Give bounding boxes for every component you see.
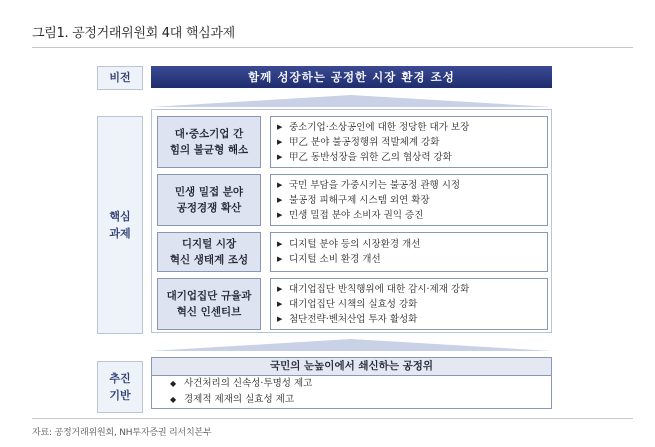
task-item-text: 국민 부담을 가중시키는 불공정 관행 시정 [289,179,461,191]
list-item [277,120,541,135]
task-heading-line1: 대기업집단 규율과 [166,289,252,302]
triangle-right-icon: ▶ [277,255,283,263]
task-heading [157,116,261,168]
task-item-text: 중소기업·소상공인에 대한 정당한 대가 보장 [289,121,470,133]
task-items [270,116,548,168]
list-item [277,237,541,252]
task-heading-line1: 디지털 시장 [181,237,237,250]
up-arrow-band-upper [151,95,552,107]
task-heading-line1: 대·중소기업 간 [174,127,244,140]
triangle-right-icon: ▶ [277,284,283,293]
task-item-text: 첨단전략·벤처산업 투자 활성화 [289,313,418,325]
core-tasks-label [97,116,143,334]
task-heading [157,232,261,272]
figure-title: 그림1. 공정거래위원회 4대 핵심과제 [32,26,235,41]
vision-banner [151,66,552,88]
task-item-text: 대기업집단 시책의 실효성 강화 [289,298,418,310]
foundation-item-text: 경제적 제재의 실효성 제고 [184,394,295,405]
task-items [270,174,548,226]
foundation-label-line2: 기반 [109,389,131,402]
task-item-text: 甲乙 동반성장을 위한 乙의 협상력 강화 [289,151,452,163]
foundation-item-text: 사건처리의 신속성·투명성 제고 [184,378,313,389]
task-row-2 [157,174,548,226]
diamond-icon: ◆ [170,379,177,388]
task-heading [157,278,261,330]
vision-text: 함께 성장하는 공정한 시장 환경 조성 [248,70,455,84]
vision-label [97,66,143,90]
bottom-divider [32,418,633,419]
list-item [277,297,541,312]
task-item-text: 민생 밀접 분야 소비자 권익 증진 [289,209,424,221]
task-heading-line2: 혁신 생태계 조성 [169,254,249,266]
task-heading [157,174,261,226]
list-item [277,282,541,297]
task-row-4 [157,278,548,330]
list-item [152,392,551,408]
task-item-text: 불공정 피해구제 시스템 외연 확장 [289,194,430,206]
diamond-icon: ◆ [170,395,177,404]
triangle-right-icon: ▶ [277,314,283,323]
source-note: 자료: 공정거래위원회, NH투자증권 리서치본부 [32,428,212,438]
list-item [277,150,541,165]
task-heading-line2: 힘의 불균형 해소 [169,144,249,156]
vision-label-text: 비전 [109,71,131,85]
task-row-3 [157,232,548,272]
triangle-right-icon: ▶ [277,240,283,248]
list-item [277,178,541,193]
task-item-text: 디지털 분야 등의 시장환경 개선 [289,239,421,250]
foundation-label [97,361,143,413]
task-items [270,278,548,330]
task-heading-line1: 민생 밀접 분야 [174,185,244,198]
list-item [277,135,541,150]
task-heading-line2: 혁신 인센티브 [176,306,242,318]
triangle-right-icon: ▶ [277,180,283,189]
task-heading-line2: 공정경쟁 확산 [176,202,242,214]
task-row-1 [157,116,548,168]
list-item [277,193,541,208]
triangle-right-icon: ▶ [277,299,283,308]
triangle-right-icon: ▶ [277,152,283,161]
triangle-right-icon: ▶ [277,122,283,131]
triangle-right-icon: ▶ [277,210,283,219]
foundation-label-line1: 추진 [109,371,131,385]
list-item [277,252,541,267]
task-item-text: 甲乙 분야 불공정행위 적발체계 강화 [289,136,440,148]
list-item [277,312,541,327]
up-arrow-band-lower [151,339,552,351]
task-item-text: 디지털 소비 환경 개선 [289,254,381,265]
task-item-text: 대기업집단 반칙행위에 대한 감시·제재 강화 [289,283,470,295]
foundation-title: 국민의 눈높이에서 쇄신하는 공정위 [152,358,551,376]
triangle-right-icon: ▶ [277,137,283,146]
list-item [277,208,541,223]
top-divider [32,47,633,48]
task-items [270,232,548,272]
foundation-box [151,357,552,409]
triangle-right-icon: ▶ [277,195,283,204]
core-tasks-label-line1: 핵심 [109,209,131,223]
core-tasks-label-line2: 과제 [109,227,131,240]
list-item [152,376,551,392]
